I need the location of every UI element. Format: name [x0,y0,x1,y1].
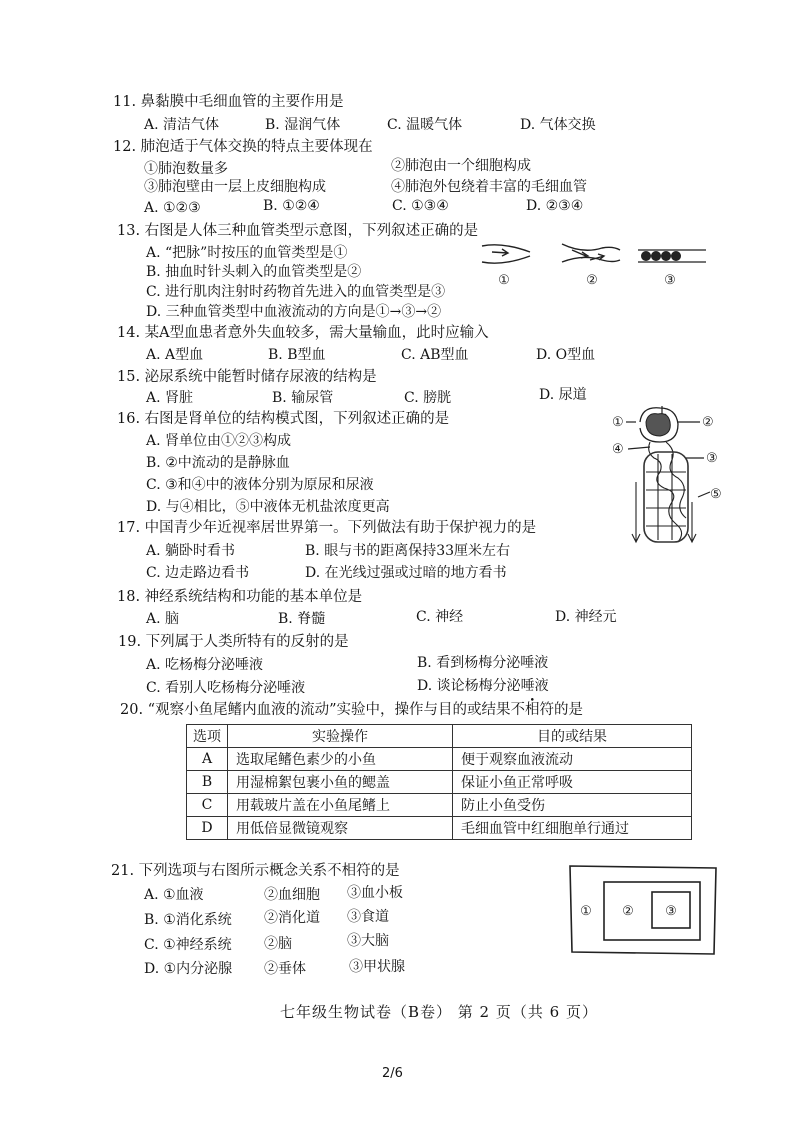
q16-option-c: C. ③和④中的液体分别为原尿和尿液 [146,477,374,493]
q19-option-b: B. 看到杨梅分泌唾液 [417,655,549,671]
q17-option-c: C. 边走路边看书 [146,565,250,581]
q20-stem-before: 20. “观察小鱼尾鳍内血液的流动”实验中，操作与目的或结果 [120,702,511,718]
q14-stem: 14. 某A型血患者意外失血较多，需大量输血，此时应输入 [117,325,489,341]
q18-option-c: C. 神经 [416,609,464,625]
vessel-1-artery [482,245,530,263]
q17-option-b: B. 眼与书的距离保持33厘米左右 [305,543,511,559]
q12-item-2: ②肺泡由一个细胞构成 [391,158,531,174]
q19-stem: 19. 下列属于人类所特有的反射的是 [118,634,349,650]
q21-option-a-2: ②血细胞 [264,887,320,903]
q15-option-c: C. 膀胱 [404,390,452,406]
q12-option-c: C. ①③④ [392,198,449,214]
q12-item-3: ③肺泡壁由一层上皮细胞构成 [144,179,326,195]
q12-item-4: ④肺泡外包绕着丰富的毛细血管 [391,179,587,195]
nephron-label-5: ⑤ [710,487,722,502]
q19-option-d: D. 谈论杨梅分泌唾液 [417,678,549,694]
table-header-purpose: 目的或结果 [453,725,692,748]
table-cell: 保证小鱼正常呼吸 [453,771,692,794]
q13-option-b: B. 抽血时针头刺入的血管类型是② [146,264,362,280]
vessel-3-capillary [638,250,706,262]
q15-option-a: A. 肾脏 [146,390,194,406]
q13-option-a: A. “把脉”时按压的血管类型是① [146,245,348,261]
table-row [187,794,692,817]
table-row [187,817,692,840]
vessel-label-2: ② [586,273,598,288]
q14-option-c: C. AB型血 [401,347,469,363]
table-header-operation: 实验操作 [228,725,453,748]
q15-option-b: B. 输尿管 [272,390,334,406]
q14-option-b: B. B型血 [268,347,326,363]
table-cell: 选取尾鳍色素少的小鱼 [228,748,453,771]
vessel-label-3: ③ [664,273,676,288]
q12-option-a: A. ①②③ [144,200,201,216]
q15-option-d: D. 尿道 [539,387,587,403]
q20-stem-emphasis: 不相符 [510,702,554,718]
q11-option-d: D. 气体交换 [520,117,596,133]
nephron-label-2: ② [702,415,714,430]
table-cell: B [187,771,228,794]
table-row [187,771,692,794]
q13-stem: 13. 右图是人体三种血管类型示意图，下列叙述正确的是 [117,223,479,239]
tubule-network [632,442,696,542]
vessel-2-vein [562,244,620,262]
q20-stem [120,701,583,719]
q16-option-d: D. 与④相比，⑤中液体无机盐浓度更高 [146,499,390,515]
concept-label-1: ① [580,904,592,919]
q12-option-d: D. ②③④ [526,198,584,214]
page-footer: 七年级生物试卷（B卷） 第 2 页（共 6 页） [280,1003,598,1021]
q19-option-c: C. 看别人吃杨梅分泌唾液 [146,680,306,696]
q14-option-d: D. O型血 [536,347,596,363]
q11-option-a: A. 清洁气体 [144,117,220,133]
q20-stem-after: 的是 [554,702,583,718]
table-cell: 便于观察血液流动 [453,748,692,771]
nephron-figure [606,402,736,552]
q16-stem: 16. 右图是肾单位的结构模式图，下列叙述正确的是 [117,411,450,427]
nephron-label-3: ③ [706,451,718,466]
q16-option-a: A. 肾单位由①②③构成 [146,433,292,449]
table-cell: D [187,817,228,840]
q11-stem: 11. 鼻黏膜中毛细血管的主要作用是 [113,94,344,110]
q17-option-d: D. 在光线过强或过暗的地方看书 [305,565,507,581]
q21-option-b-2: ②消化道 [264,910,320,926]
concept-label-2: ② [622,904,634,919]
q20-table [186,724,692,840]
q14-option-a: A. A型血 [146,347,204,363]
table-cell: 用湿棉絮包裹小鱼的鳃盖 [228,771,453,794]
q21-option-c-1: C. ①神经系统 [144,937,232,953]
table-row [187,748,692,771]
table-cell: C [187,794,228,817]
q21-option-d-1: D. ①内分泌腺 [144,961,233,977]
q21-stem: 21. 下列选项与右图所示概念关系不相符的是 [111,863,400,879]
q12-item-1: ①肺泡数量多 [144,161,228,177]
q16-option-b: B. ②中流动的是静脉血 [146,455,290,471]
q17-stem: 17. 中国青少年近视率居世界第一。下列做法有助于保护视力的是 [117,520,537,536]
glomerulus [646,414,670,436]
q11-option-b: B. 湿润气体 [265,117,341,133]
table-cell: 防止小鱼受伤 [453,794,692,817]
nephron-label-1: ① [612,415,624,430]
q12-stem: 12. 肺泡适于气体交换的特点主要体现在 [113,139,373,155]
q17-option-a: A. 躺卧时看书 [146,543,236,559]
vessel-label-1: ① [498,273,510,288]
q12-option-b: B. ①②④ [263,198,320,214]
q18-option-a: A. 脑 [146,611,180,627]
table-cell: A [187,748,228,771]
q13-option-d: D. 三种血管类型中血液流动的方向是①→③→② [146,304,442,320]
q21-option-a-3: ③血小板 [347,885,403,901]
nephron-label-4: ④ [612,442,624,457]
blood-vessel-figure [478,236,708,290]
concept-relation-figure [566,862,720,958]
q15-stem: 15. 泌尿系统中能暂时储存尿液的结构是 [117,369,377,385]
q18-option-b: B. 脊髓 [278,611,326,627]
page-number: 2/6 [382,1066,403,1081]
q21-option-a-1: A. ①血液 [144,887,204,903]
q21-option-d-2: ②垂体 [264,961,306,977]
q21-option-b-3: ③食道 [347,909,389,925]
q11-option-c: C. 温暖气体 [387,117,463,133]
table-cell: 用载玻片盖在小鱼尾鳍上 [228,794,453,817]
q21-option-c-2: ②脑 [264,936,292,952]
q21-option-b-1: B. ①消化系统 [144,912,232,928]
q19-option-a: A. 吃杨梅分泌唾液 [146,657,264,673]
table-cell: 毛细血管中红细胞单行通过 [453,817,692,840]
q21-option-c-3: ③大脑 [347,933,389,949]
q21-option-d-3: ③甲状腺 [349,959,405,975]
table-header-row [187,725,692,748]
q18-option-d: D. 神经元 [555,609,617,625]
table-cell: 用低倍显微镜观察 [228,817,453,840]
table-header-option: 选项 [187,725,228,748]
q13-option-c: C. 进行肌肉注射时药物首先进入的血管类型是③ [146,284,446,300]
q18-stem: 18. 神经系统结构和功能的基本单位是 [117,589,363,605]
concept-label-3: ③ [665,904,677,919]
